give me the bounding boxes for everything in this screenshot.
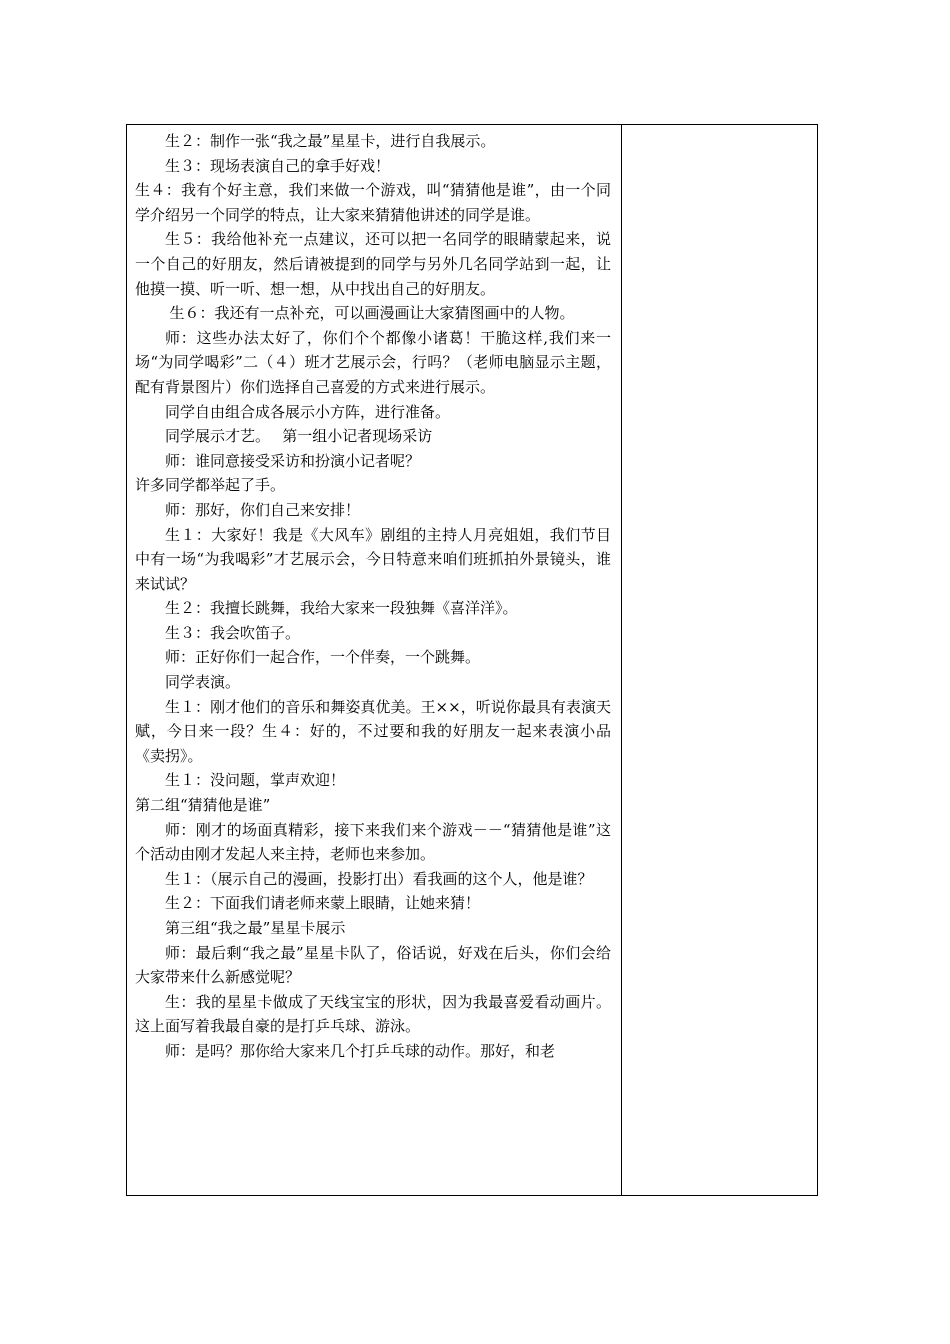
table-row [127,125,818,1196]
paragraph: 师：正好你们一起合作，一个伴奏，一个跳舞。 [165,648,481,667]
paragraph: 生１：没问题，掌声欢迎！ [165,771,346,790]
paragraph: 师：那好，你们自己来安排！ [165,500,361,519]
paragraph: 生２：下面我们请老师来蒙上眼睛，让她来猜！ [165,894,481,913]
paragraph: 生４：我有个好主意，我们来做一个游戏，叫“猜猜他是谁”，由一个同学介绍另一个同学的特点，让大家来猜猜他讲述的同学是谁。 [135,181,611,224]
paragraph: 师：最后剩“我之最”星星卡队了，俗话说，好戏在后头，你们会给大家带来什么新感觉呢？ [135,943,611,987]
lesson-plan-table [126,124,818,1196]
paragraph: 生１：刚才他们的音乐和舞姿真优美。王××，听说你最具有表演天赋，今日来一段？生４：好的，不过要和我的好朋友一起来表演小品《卖拐》。 [135,697,611,765]
paragraph: 同学自由组合成各展示小方阵，进行准备。 [165,402,451,421]
paragraph: 生１：（展示自己的漫画，投影打出）看我画的这个人，他是谁？ [165,869,593,888]
paragraph: 师：是吗？那你给大家来几个打乒乓球的动作。那好，和老 [165,1041,556,1060]
paragraph: 第二组“猜猜他是谁” [135,796,271,815]
paragraph: 师：谁同意接受采访和扮演小记者呢？ [165,451,421,470]
lesson-dialogue [127,125,621,1064]
paragraph: 师：刚才的场面真精彩，接下来我们来个游戏－－“猜猜他是谁”这个活动由刚才发起人来主持，老师也来参加。 [135,820,611,864]
paragraph: 生２：制作一张“我之最”星星卡，进行自我展示。 [165,132,496,150]
paragraph: 师：这些办法太好了，你们个个都像小诸葛！干脆这样,我们来一场“为同学喝彩”二（４）班才艺展示会，行吗？（老师电脑显示主题，配有背景图片）你们选择自己喜爱的方式来进行展示。 [135,328,611,396]
notes-cell [622,125,818,1196]
paragraph: 生６：我还有一点补充，可以画漫画让大家猜图画中的人物。 [169,304,575,323]
paragraph: 生１：大家好！我是《大风车》剧组的主持人月亮姐姐，我们节目中有一场“为我喝彩”才艺展示会，今日特意来咱们班抓拍外景镜头，谁来试试？ [135,525,611,593]
paragraph: 生３：我会吹笛子。 [165,623,301,642]
paragraph: 生５：我给他补充一点建议，还可以把一名同学的眼睛蒙起来，说一个自己的好朋友，然后请被提到的同学与另外几名同学站到一起，让他摸一摸、听一听、想一想，从中找出自己的好朋友。 [135,230,611,298]
paragraph: 生３：现场表演自己的拿手好戏！ [165,156,391,175]
paragraph: 第三组“我之最”星星卡展示 [165,919,346,937]
lesson-content-cell [127,125,622,1196]
paragraph: 同学展示才艺。 第一组小记者现场采访 [165,427,433,446]
paragraph: 同学表演。 [165,673,241,692]
paragraph: 生：我的星星卡做成了天线宝宝的形状，因为我最喜爱看动画片。这上面写着我最自豪的是打乒乓球、游泳。 [135,992,611,1036]
paragraph: 生２：我擅长跳舞，我给大家来一段独舞《喜洋洋》。 [165,599,518,618]
paragraph: 许多同学都举起了手。 [135,476,286,495]
